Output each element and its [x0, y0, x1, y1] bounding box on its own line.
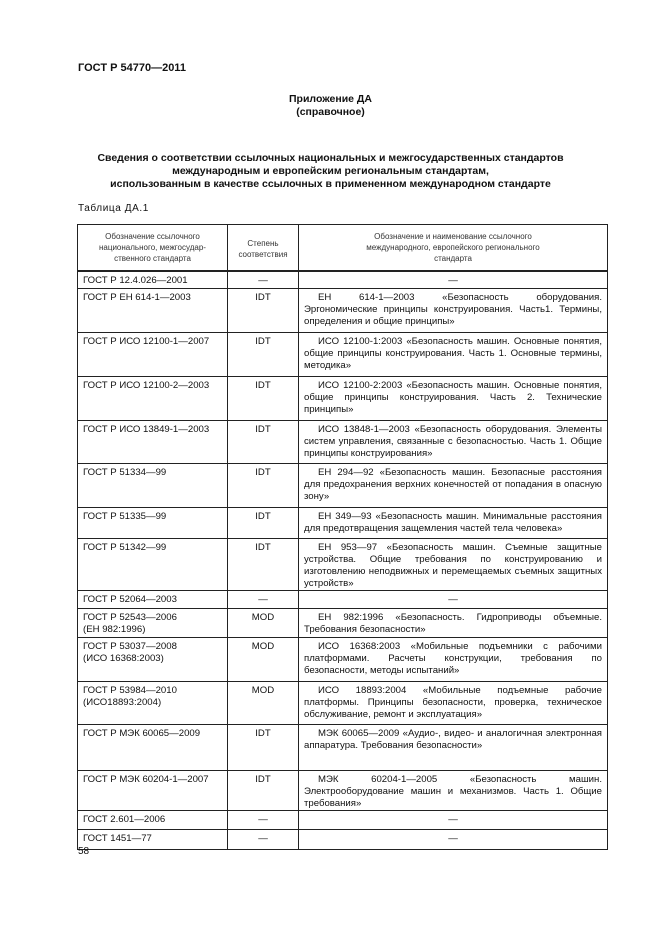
- cell-national: ГОСТ Р 53037—2008 (ИСО 16368:2003): [78, 638, 228, 682]
- cell-degree: —: [228, 271, 299, 289]
- cell-international: ИСО 18893:2004 «Мобильные подъемные рабочие платформы. Принципы безопасности, проверка, техническое обслуживание, ремонт и эксплуатация»: [299, 682, 608, 725]
- cell-degree: IDT: [228, 771, 299, 811]
- cell-international: —: [299, 591, 608, 609]
- table-row: [78, 638, 608, 682]
- column-header-degree: Степень соответствия: [228, 225, 299, 271]
- column-header-international: Обозначение и наименование ссылочного международного, европейского регионального стандарта: [299, 225, 608, 271]
- cell-international: —: [299, 830, 608, 850]
- table-row: [78, 421, 608, 464]
- cell-degree: IDT: [228, 539, 299, 591]
- cell-international: ЕН 614-1—2003 «Безопасность оборудования. Эргономические принципы конструирования. Часть1. Термины, определения и общие принципы»: [299, 289, 608, 333]
- table-row: [78, 725, 608, 771]
- table-row: [78, 289, 608, 333]
- cell-international: ИСО 12100-1:2003 «Безопасность машин. Основные понятия, общие принципы конструирования. Часть 1. Основные термины, методика»: [299, 333, 608, 377]
- cell-national: ГОСТ Р 52064—2003: [78, 591, 228, 609]
- cell-international: МЭК 60204-1—2005 «Безопасность машин. Электрооборудование машин и механизмов. Часть 1. Общие требования»: [299, 771, 608, 811]
- cell-degree: MOD: [228, 682, 299, 725]
- table-row: [78, 811, 608, 830]
- cell-degree: IDT: [228, 725, 299, 771]
- cell-international: ЕН 953—97 «Безопасность машин. Съемные защитные устройства. Общие требования по конструированию и изготовлению неподвижных и перемещаемых съемных защитных устройств»: [299, 539, 608, 591]
- cell-international: —: [299, 811, 608, 830]
- cell-international: ИСО 16368:2003 «Мобильные подъемники с рабочими платформами. Расчеты конструкции, требования по безопасности, методы испытаний»: [299, 638, 608, 682]
- section-title-line: международным и европейским региональным стандартам,: [172, 165, 489, 177]
- document-header: ГОСТ Р 54770—2011: [78, 62, 186, 74]
- cell-international: ЕН 294—92 «Безопасность машин. Безопасные расстояния для предохранения верхних конечностей от попадания в опасную зону»: [299, 464, 608, 508]
- cell-national: ГОСТ Р 53984—2010 (ИСО18893:2004): [78, 682, 228, 725]
- column-header-national: Обозначение ссылочного национального, межгосудар-ственного стандарта: [78, 225, 228, 271]
- table-row: [78, 609, 608, 638]
- appendix-subtitle: (справочное): [296, 106, 365, 118]
- cell-degree: IDT: [228, 377, 299, 421]
- appendix-heading: [0, 93, 661, 119]
- cell-degree: MOD: [228, 638, 299, 682]
- cell-degree: IDT: [228, 333, 299, 377]
- cell-national: ГОСТ Р 51342—99: [78, 539, 228, 591]
- table-row: [78, 508, 608, 539]
- cell-national: ГОСТ Р ИСО 12100-2—2003: [78, 377, 228, 421]
- table-row: [78, 682, 608, 725]
- cell-national: ГОСТ Р МЭК 60204-1—2007: [78, 771, 228, 811]
- section-title-line: использованным в качестве ссылочных в примененном международном стандарте: [110, 178, 551, 190]
- cell-degree: —: [228, 830, 299, 850]
- table-header-row: [78, 225, 608, 271]
- cell-international: МЭК 60065—2009 «Аудио-, видео- и аналогичная электронная аппаратура. Требования безопасности»: [299, 725, 608, 771]
- table-row: [78, 464, 608, 508]
- cell-international: ИСО 13848-1—2003 «Безопасность оборудования. Элементы систем управления, связанные с безопасностью. Часть 1. Общие принципы конструирования»: [299, 421, 608, 464]
- appendix-title: Приложение ДА: [289, 93, 372, 105]
- table-row: [78, 271, 608, 289]
- section-title-line: Сведения о соответствии ссылочных национальных и межгосударственных стандартов: [97, 152, 564, 164]
- cell-national: ГОСТ Р ИСО 12100-1—2007: [78, 333, 228, 377]
- page-number: 58: [78, 846, 90, 857]
- cell-degree: —: [228, 591, 299, 609]
- cell-national: ГОСТ Р 51335—99: [78, 508, 228, 539]
- cell-degree: —: [228, 811, 299, 830]
- cell-national: ГОСТ Р МЭК 60065—2009: [78, 725, 228, 771]
- cell-degree: IDT: [228, 289, 299, 333]
- table-row: [78, 830, 608, 850]
- cell-national: ГОСТ 2.601—2006: [78, 811, 228, 830]
- cell-degree: IDT: [228, 508, 299, 539]
- cell-international: ИСО 12100-2:2003 «Безопасность машин. Основные понятия, общие принципы конструирования. Часть 2. Технические принципы»: [299, 377, 608, 421]
- cell-international: ЕН 982:1996 «Безопасность. Гидроприводы объемные. Требования безопасности»: [299, 609, 608, 638]
- cell-international: ЕН 349—93 «Безопасность машин. Минимальные расстояния для предотвращения защемления частей тела человека»: [299, 508, 608, 539]
- cell-national: ГОСТ 1451—77: [78, 830, 228, 850]
- table-row: [78, 539, 608, 591]
- cell-national: ГОСТ Р 52543—2006 (ЕН 982:1996): [78, 609, 228, 638]
- cell-degree: IDT: [228, 464, 299, 508]
- section-title: [0, 152, 661, 191]
- cell-international: —: [299, 271, 608, 289]
- cell-degree: MOD: [228, 609, 299, 638]
- table-row: [78, 377, 608, 421]
- table-row: [78, 333, 608, 377]
- cell-national: ГОСТ Р ИСО 13849-1—2003: [78, 421, 228, 464]
- table-row: [78, 771, 608, 811]
- correspondence-table: [77, 224, 608, 850]
- table-caption: Таблица ДА.1: [78, 203, 149, 214]
- cell-national: ГОСТ Р 51334—99: [78, 464, 228, 508]
- cell-degree: IDT: [228, 421, 299, 464]
- cell-national: ГОСТ Р ЕН 614-1—2003: [78, 289, 228, 333]
- cell-national: ГОСТ Р 12.4.026—2001: [78, 271, 228, 289]
- table-row: [78, 591, 608, 609]
